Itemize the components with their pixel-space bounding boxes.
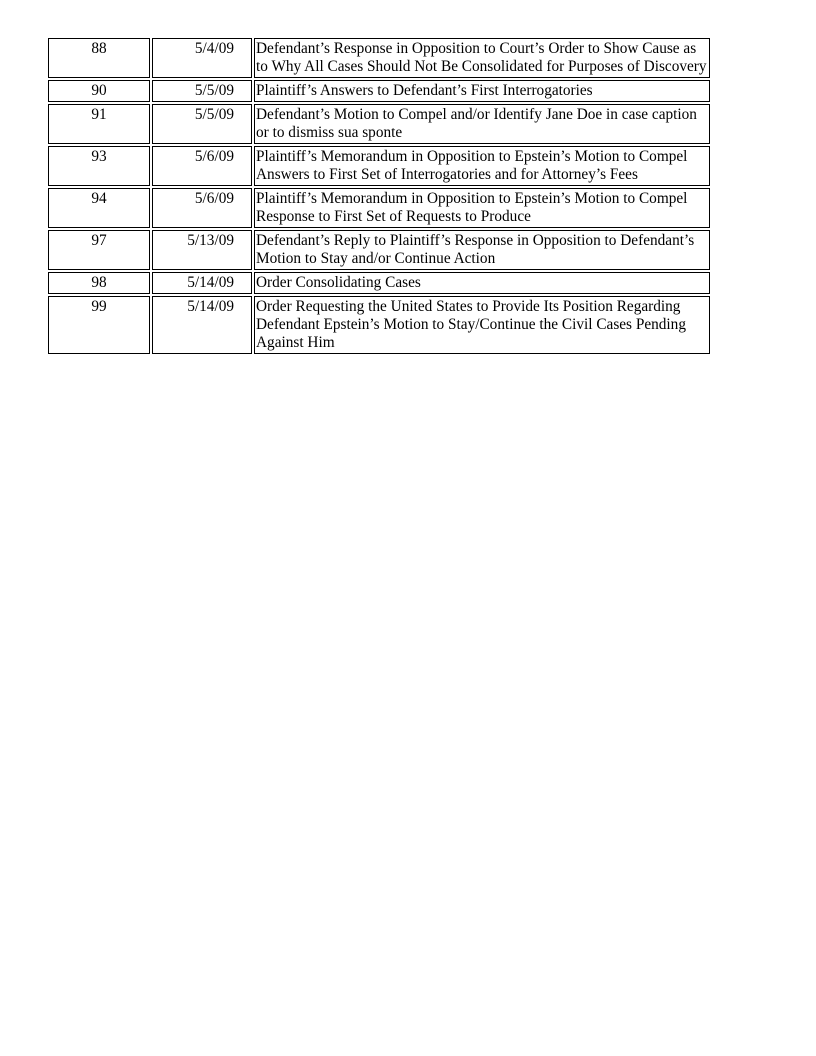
- docket-number: 94: [91, 190, 107, 207]
- docket-description-cell: [254, 188, 710, 228]
- docket-number: 99: [91, 298, 107, 315]
- docket-date: 5/14/09: [187, 274, 234, 291]
- docket-date-cell: [152, 146, 252, 186]
- docket-number-cell: [48, 104, 150, 144]
- docket-date: 5/5/09: [194, 106, 234, 123]
- docket-description-cell: [254, 104, 710, 144]
- docket-description: Defendant’s Response in Opposition to Court’s Order to Show Cause as to Why All Cases Should Not Be Consolidated for Purposes of Discovery: [256, 40, 707, 75]
- table-row: [48, 38, 710, 78]
- docket-description-cell: [254, 230, 710, 270]
- docket-description: Defendant’s Reply to Plaintiff’s Response in Opposition to Defendant’s Motion to Stay and/or Continue Action: [256, 232, 695, 267]
- docket-number-cell: [48, 296, 150, 354]
- docket-date-cell: [152, 38, 252, 78]
- docket-description: Order Requesting the United States to Provide Its Position Regarding Defendant Epstein’s Motion to Stay/Continue the Civil Cases Pending Against Him: [256, 298, 686, 351]
- docket-description: Defendant’s Motion to Compel and/or Identify Jane Doe in case caption or to dismiss sua sponte: [256, 106, 697, 141]
- docket-date-cell: [152, 272, 252, 294]
- docket-description-cell: [254, 80, 710, 102]
- docket-date: 5/14/09: [187, 298, 234, 315]
- docket-date: 5/6/09: [194, 190, 234, 207]
- table-row: [48, 296, 710, 354]
- docket-number: 90: [91, 82, 107, 99]
- docket-date-cell: [152, 188, 252, 228]
- docket-number-cell: [48, 230, 150, 270]
- docket-date-cell: [152, 80, 252, 102]
- docket-date: 5/13/09: [187, 232, 234, 249]
- docket-description-cell: [254, 146, 710, 186]
- docket-date-cell: [152, 296, 252, 354]
- docket-number-cell: [48, 272, 150, 294]
- docket-number-cell: [48, 80, 150, 102]
- docket-date-cell: [152, 230, 252, 270]
- docket-number-cell: [48, 188, 150, 228]
- docket-description: Order Consolidating Cases: [256, 274, 421, 291]
- docket-date-cell: [152, 104, 252, 144]
- docket-number: 91: [91, 106, 107, 123]
- table-row: [48, 104, 710, 144]
- table-row: [48, 80, 710, 102]
- docket-description-cell: [254, 296, 710, 354]
- docket-description: Plaintiff’s Memorandum in Opposition to Epstein’s Motion to Compel Answers to First Set of Interrogatories and for Attorney’s Fees: [256, 148, 688, 183]
- docket-description-cell: [254, 38, 710, 78]
- table-row: [48, 188, 710, 228]
- docket-date: 5/6/09: [194, 148, 234, 165]
- docket-table: [46, 36, 712, 356]
- docket-date: 5/4/09: [194, 40, 234, 57]
- table-row: [48, 272, 710, 294]
- table-row: [48, 230, 710, 270]
- docket-description: Plaintiff’s Answers to Defendant’s First Interrogatories: [256, 82, 593, 99]
- docket-number-cell: [48, 146, 150, 186]
- docket-description: Plaintiff’s Memorandum in Opposition to Epstein’s Motion to Compel Response to First Set of Requests to Produce: [256, 190, 688, 225]
- docket-number-cell: [48, 38, 150, 78]
- table-row: [48, 146, 710, 186]
- docket-description-cell: [254, 272, 710, 294]
- docket-number: 98: [91, 274, 107, 291]
- docket-number: 97: [91, 232, 107, 249]
- docket-number: 93: [91, 148, 107, 165]
- docket-date: 5/5/09: [194, 82, 234, 99]
- docket-table-body: [48, 38, 710, 354]
- docket-number: 88: [91, 40, 107, 57]
